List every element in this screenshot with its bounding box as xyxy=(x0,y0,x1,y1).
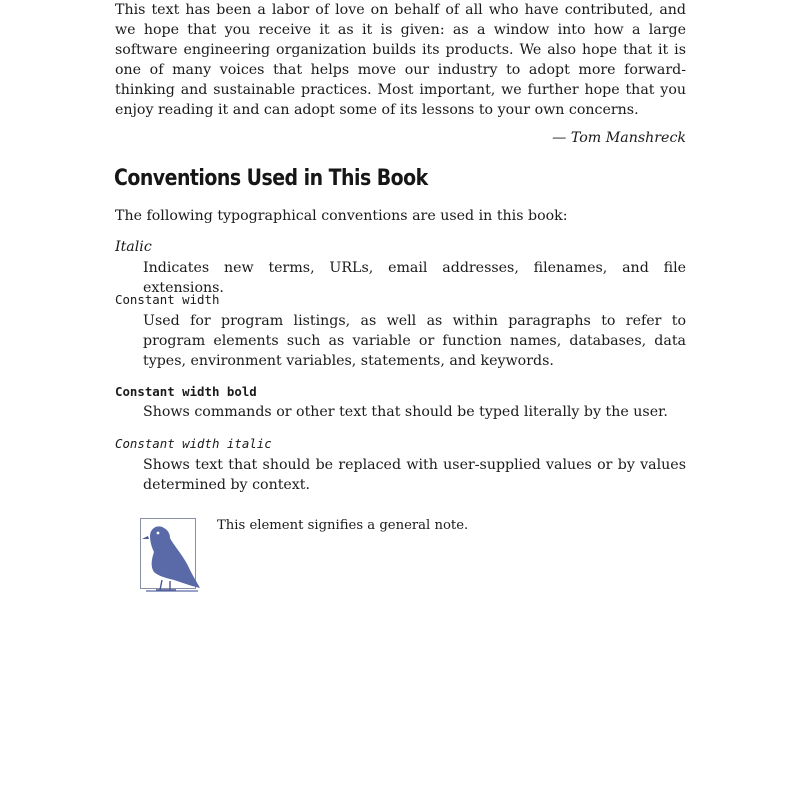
definition-constant-width: Used for program listings, as well as within paragraphs to refer to program elements such as variable or function names, databases, data types, environment variables, statements, and keywords. xyxy=(143,313,686,369)
definition-italic: Indicates new terms, URLs, email addresses, filenames, and file extensions. xyxy=(143,260,686,296)
term-constant-width: Constant width xyxy=(115,292,220,307)
term-italic: Italic xyxy=(115,239,152,255)
note-text: This element signifies a general note. xyxy=(217,518,469,533)
intro-paragraph: This text has been a labor of love on behalf of all who have contributed, and we hope that you receive it as it is given: as a window into how a large software engineering organization builds its products. We also hope that it is one of many voices that helps move our industry to adopt more forward-thinking and sustainable practices. Most important, we further hope that you enjoy reading it and can adopt some of its lessons to your own concerns. xyxy=(115,2,686,118)
bird-icon xyxy=(140,518,202,594)
term-constant-width-bold: Constant width bold xyxy=(115,384,257,399)
definition-constant-width-italic: Shows text that should be replaced with user-supplied values or by values determined by context. xyxy=(143,457,686,493)
definition-constant-width-bold: Shows commands or other text that should be typed literally by the user. xyxy=(143,404,668,420)
conventions-lead: The following typographical conventions are used in this book: xyxy=(115,208,568,224)
section-heading: Conventions Used in This Book xyxy=(114,166,428,191)
term-constant-width-italic: Constant width italic xyxy=(115,436,272,451)
signature: — Tom Manshreck xyxy=(552,130,686,146)
